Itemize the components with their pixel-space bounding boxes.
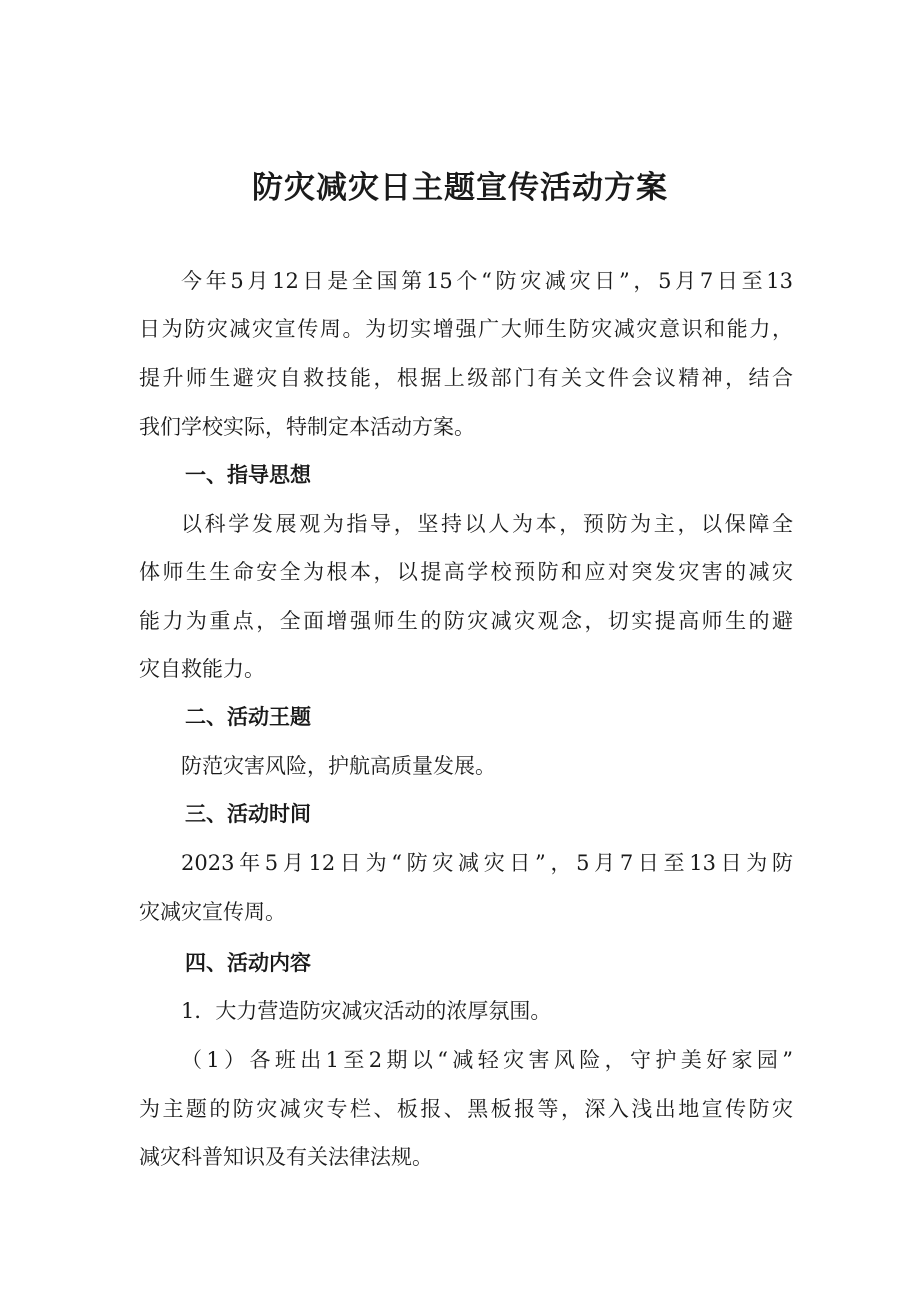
section-4-line-3: 为主题的防灾减灾专栏、板报、黑板报等，深入浅出地宣传防灾 xyxy=(139,1097,793,1121)
section-heading-4: 四、活动内容 xyxy=(185,951,311,975)
intro-line-4: 我们学校实际，特制定本活动方案。 xyxy=(139,415,475,439)
section-2-line-1: 防范灾害风险，护航高质量发展。 xyxy=(181,754,496,778)
section-1-line-4: 灾自救能力。 xyxy=(139,657,265,681)
section-4-line-4: 减灾科普知识及有关法律法规。 xyxy=(139,1145,433,1169)
intro-line-2: 日为防灾减灾宣传周。为切实增强广大师生防灾减灾意识和能力， xyxy=(139,317,793,341)
section-1-line-2: 体师生生命安全为根本，以提高学校预防和应对突发灾害的减灾 xyxy=(139,560,793,584)
intro-line-3: 提升师生避灾自救技能，根据上级部门有关文件会议精神，结合 xyxy=(139,366,793,390)
section-3-line-1: 2023年5月12日为“防灾减灾日”，5月7日至13日为防 xyxy=(181,851,793,875)
section-1-line-3: 能力为重点，全面增强师生的防灾减灾观念，切实提高师生的避 xyxy=(139,609,793,633)
section-1-line-1: 以科学发展观为指导，坚持以人为本，预防为主，以保障全 xyxy=(181,512,793,536)
section-3-line-2: 灾减灾宣传周。 xyxy=(139,900,286,924)
intro-line-1: 今年5月12日是全国第15个“防灾减灾日”，5月7日至13 xyxy=(181,269,793,293)
section-heading-3: 三、活动时间 xyxy=(185,802,311,826)
section-heading-2: 二、活动王题 xyxy=(185,705,311,729)
section-4-line-1: 1．大力营造防灾减灾活动的浓厚氛围。 xyxy=(181,999,552,1023)
section-heading-1: 一、指导思想 xyxy=(185,463,311,487)
section-4-line-2: （1）各班出1至2期以“减轻灾害风险，守护美好家园” xyxy=(181,1048,793,1072)
document-title: 防灾减灾日主题宣传活动方案 xyxy=(252,170,668,206)
